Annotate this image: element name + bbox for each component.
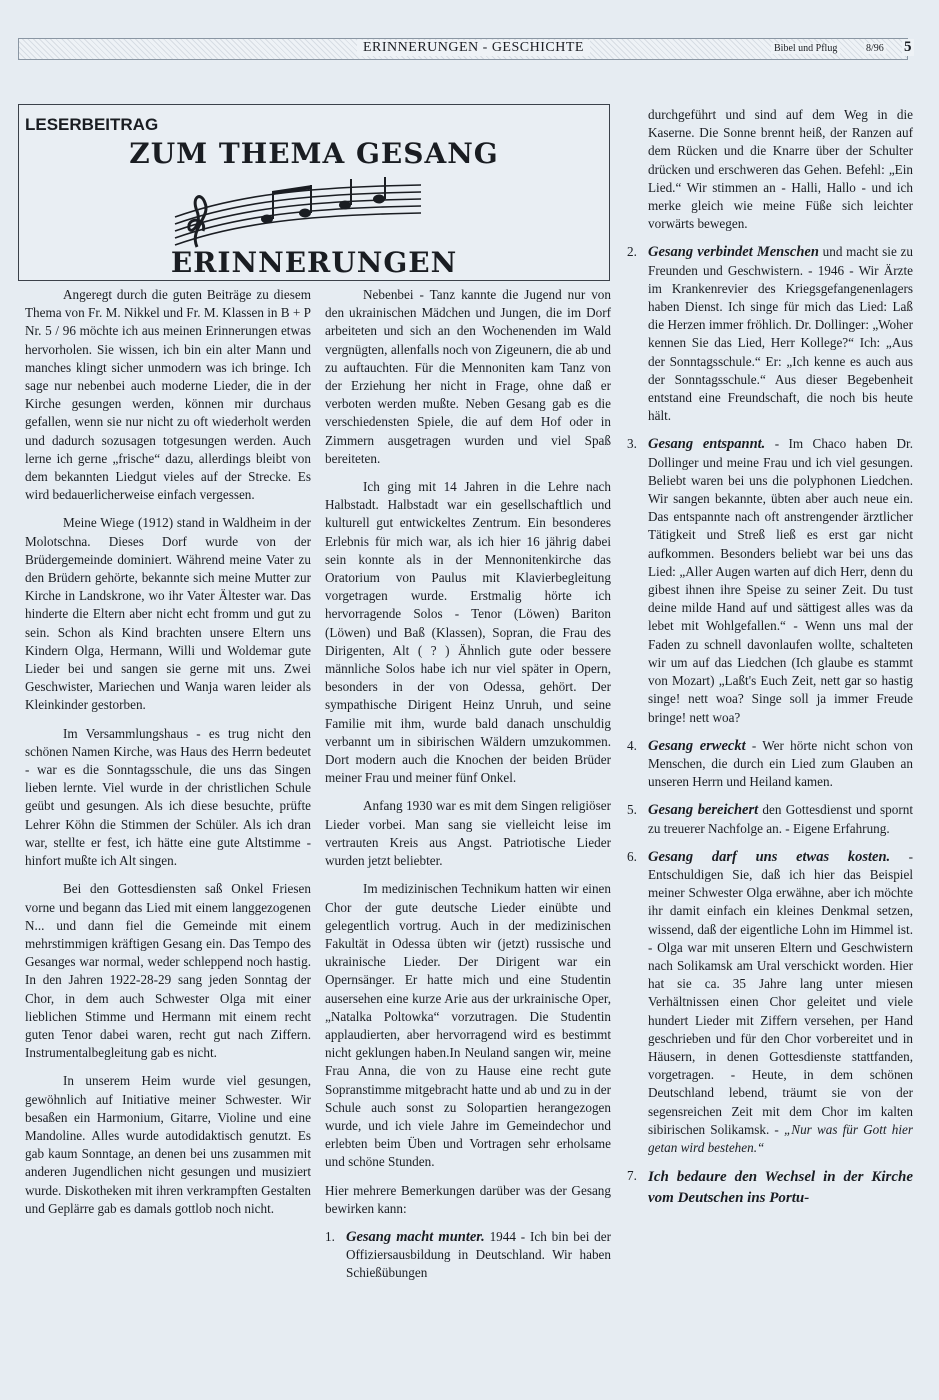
column-1 (25, 286, 311, 1218)
list-lead: Gesang darf uns etwas kosten. (648, 848, 891, 865)
paragraph: In unserem Heim wurde viel gesungen, gewöhnlich auf Initiative meiner Schwester. Wir besaßen ein Harmonium, Gitarre, Violine und eine Mandoline. Alles wurde autodidaktisch genutzt. Es gab kaum Sonntage, an denen bei uns zusammen mit anderen Jugendlichen nicht gesungen und musiziert wurde. Diskotheken mit ihren verkrampften Gestalten und Geplärre gab es damals gottlob noch nicht. (25, 1073, 311, 1216)
paragraph: Bei den Gottesdiensten saß Onkel Friesen vorne und begann das Lied mit einem langgezogenen N... und dann fiel die Gemeinde mit einem mehrstimmigen kräftigen Gesang ein. Das Tempo des Gesanges war normal, weder schleppend noch hastig. In den Jahren 1922-28-29 sang jeden Sonntag der Chor, in dem auch Schwester Olga mit einer lieblichen Stimme und Hermann mit einem recht guten Tenor dabei waren, recht gut nach Ziffern. Instrumentalbegleitung gab es nicht. (25, 881, 311, 1061)
article-subheadline: ERINNERUNGEN (170, 246, 458, 279)
list-number: 4. (627, 737, 637, 753)
list-item (325, 1228, 611, 1283)
column-2 (325, 286, 611, 1283)
header-page-number: 5 (904, 39, 912, 55)
list-text: - Entschuldigen Sie, daß ich hier das Beispiel meiner Schwester Olga erwähne, aber ich möchte ihr damit einfach ein kleines Denkmal setzen, wissend, daß der eigentliche Lohn im Himmel ist. - Olga war mit unseren Eltern und Geschwistern nach Solikamsk am Ural verschickt worden. Hier hat sie ca. 35 Jahre lang unter miesen Verhältnissen einen Chor geleitet und viele hundert Lieder mit Ziffern versehen, per Hand geschrieben und für den Chor vorbereitet und in Häusern, in denen Gottesdienste stattfanden, vorgetragen. - Heute, in dem schönen Deutschland lebend, träumt sie von der segensreichen Zeit mit dem Chor im kalten sibirischen Solikamsk. - (648, 848, 913, 1137)
list-number: 1. (325, 1228, 335, 1244)
paragraph: Meine Wiege (1912) stand in Waldheim in der Molotschna. Dieses Dorf wurde von der Brüdergemeinde dominiert. Während meine Vater zu den Brüdern gehörte, bekannte sich meine Mutter zur Kirche in Landskrone, wo ihr Vater Ältester war. Das hinderte die Eltern aber nicht echt fromm und gut zu sein. Schon als Kind brachten unsere Eltern uns Kindern Olga, Hermann, Willi und Woldemar gute Lieder bei und sangen sie gerne mit uns. Zwei Geschwister, Mariechen und Wanja waren leider als Kleinkinder gestorben. (25, 515, 311, 713)
list-item (627, 1167, 913, 1209)
list-text: - Wer hörte nicht schon von Menschen, die durch ein Lied zum Glauben an unseren Herrn und Heiland kamen. (648, 737, 913, 790)
paragraph: Im medizinischen Technikum hatten wir einen Chor der gute deutsche Lieder einübte und gelegentlich vortrug. Auch in der medizinischen Fakultät in Odessa übten wir (jetzt) russische und ukrainische Lieder. Der Dirigent war ein Opernsänger. Er hatte mich und eine Studentin ausersehen eine kurze Arie aus der urkrainische Oper, „Natalka Poltowka“ vorzutragen. Die Studentin applaudierten, aber hervorragend wird es bestimmt nicht geklungen haben.In Neuland sangen wir, meine Frau Anna, die von zu Hause eine recht gute Sopranstimme mitgebracht hatte und ab und zu in der Schule auch sonst zu Solopartien herangezogen wurde, und ich viele Jahre im Gemeindechor und erlebten beim Üben und Vortragen sehr erholsame und schöne Stunden. (325, 881, 611, 1170)
list-number: 6. (627, 848, 637, 864)
header-section-title: ERINNERUNGEN - GESCHICHTE (357, 40, 590, 56)
list-text: - Im Chaco haben Dr. Dollinger und meine Frau und ich viel gesungen. Beliebt waren bei uns die polyphonen Liedchen. Wir sangen bekannte, übten aber auch neue ein. Das entspannte nach oft anstrengender ärztlicher Tätigkeit und Streß ließ es erst gar nicht aufkommen. Besonders beliebt war bei uns das Lied: „Aller Augen warten auf dich Herr, denn du gibest ihnen ihre Speise zu seiner Zeit. Du tust deine milde Hand auf und sättigest alles was da lebet mit Wohlgefallen.“ - Wenn uns mal der Faden zu schnell davonlaufen wollte, schalteten wir um auf das Liedchen (Ich glaube es stammt von Mozart) „Laßt's Euch Zeit, nett gar so hastig singe! nett woa? Singe soll ja immer Freude bringe! nett woa? (648, 436, 913, 725)
paragraph: Anfang 1930 war es mit dem Singen religiöser Lieder vorbei. Man sang sie vielleicht leise im vertrauten Kreis aus Angst. Patriotische Lieder wurden jetzt beliebter. (325, 798, 611, 869)
list-intro: Hier mehrere Bemerkungen darüber was der Gesang bewirken kann: (325, 1182, 611, 1216)
list-number: 3. (627, 436, 637, 452)
article-headline: ZUM THEMA GESANG (129, 137, 499, 170)
music-staff-icon (167, 177, 429, 249)
paragraph: Im Versammlungshaus - es trug nicht den schönen Namen Kirche, was Haus des Herrn bedeutet - war es die Sonntagsschule, die uns das Singen lieben lernte. Viel wurde in der christlichen Schule geübt und gesungen. Als ich diese besuchte, prüfte Lehrer Köhn die Stimmen der Schüler. Als ich dran war, stellte er fest, ich hätte eine gute Altstimme - hinfort mußte ich Alt singen. (25, 725, 311, 869)
list-lead: Gesang erweckt (648, 737, 746, 754)
list-number: 5. (627, 802, 637, 818)
list-lead: Gesang entspannt. (648, 436, 766, 453)
list-item (627, 435, 913, 726)
paragraph: Angeregt durch die guten Beiträge zu diesem Thema von Fr. M. Nikkel und Fr. M. Klassen in B + P Nr. 5 / 96 möchte ich aus meinen Erinnerungen etwas hervorholen. Sie wissen, ich bin ein alter Mann und manches klingt sicher unmodern was ich bringe. Ich sage nur nebenbei auch moderne Lieder, die in der Kirche gesungen werden, können mir durchaus gefallen, wenn sie nur nicht zu oft wiederholt werden und dadurch sozusagen totgesungen werden. Auch lerne ich gerne „frische“ dazu, allerdings bleibt von dem bekannten Liedgut vieles auf der Strecke. Es wird bedauerlicherweise einfach vergessen. (25, 287, 311, 503)
paragraph-continuation: durchgeführt und sind auf dem Weg in die Kaserne. Die Sonne brennt heiß, der Ranzen auf dem Rücken und die Knarre über der Schulter drücken und erschweren das Gehen. Befehl: „Ein Lied.“ Wir stimmen an - Halli, Hallo - und ich merke gleich wie meine Füße sich leichter vorwärts bewegen. (648, 107, 913, 232)
list-text: 1944 - Ich bin bei der Offiziersausbildung in Deutschland. Wir haben Schießübungen (346, 1228, 612, 1281)
list-item (627, 737, 913, 792)
paragraph: Nebenbei - Tanz kannte die Jugend nur von den ukrainischen Mädchen und Jungen, die im Dorf arbeiteten und sich an den Wochenenden im Wald vergnügten, allenfalls noch von Zigeunern, die ab und zu auftauchten. Für die Mennoniten kam Tanz von der Erziehung her nicht in Frage, ohne daß er verboten werden mußte. Neben Gesang gab es die verschiedensten Spiele, die auf dem Hof oder in Zimmern ausgetragen wurden und viel Spaß bereiteten. (325, 287, 611, 466)
header-magazine-name: Bibel und Pflug (771, 43, 840, 54)
list-item (627, 801, 913, 837)
list-text: den Gottesdienst und spornt zu treuerer Nachfolge an. - Eigene Erfahrung. (648, 802, 913, 836)
article-kicker: LESERBEITRAG (25, 115, 159, 134)
list-number: 7. (627, 1168, 637, 1184)
header-issue: 8/96 (866, 43, 884, 54)
article-title-box (18, 104, 610, 281)
running-header (18, 38, 912, 60)
list-number: 2. (627, 244, 637, 260)
column-3 (627, 106, 913, 1209)
list-lead: Gesang macht munter. (346, 1228, 485, 1245)
list-item (627, 848, 913, 1157)
list-lead: Ich bedaure den Wechsel in der Kirche vom Deutschen ins Portu- (648, 1169, 913, 1207)
list-lead: Gesang verbindet Menschen (648, 244, 819, 261)
list-text: und macht sie zu Freunden und Geschwistern. - 1946 - Wir Ärzte im Krankenrevier des Kriegsgefangenenlagers haben Dienst. Ich singe für mich das Lied: Laß die Herzen immer fröhlich. Dr. Dollinger: „Woher kennen Sie das Lied, Herr Kollege?“ Ich: „Aus der Sonntagsschule.“ Er: „Ich kenne es auch aus der Sonntagsschule.“ Aus dieser Begebenheit entstand eine Freundschaft, die noch bis heute hält. (648, 244, 913, 424)
list-quote: „Nur was für Gott hier getan wird bestehen.“ (648, 1121, 913, 1155)
paragraph: Ich ging mit 14 Jahren in die Lehre nach Halbstadt. Halbstadt war ein gesellschaftlich und kulturell gut entwickeltes Zentrum. Ein besonderes Erlebnis für mich war, als ich hier 16 jährig dabei sein konnte als in der Mennonitenkirche das Oratorium von Paulus mit Klavierbegleitung vorgetragen wurde. Erstmalig hörte ich hervorragende Solos - Tenor (Löwen) Bariton (Löwen) und Baß (Klassen), Sopran, die Frau des Dirigenten, Alt ( ? ) Ähnlich gute oder bessere männliche Solos habe ich nur viel später in Opern, besonders in der von Odessa, gehört. Der sympathische Dirigent Heinz Unruh, und seine Familie mit ihm, wurde bald danach unschuldig verbannt um in sibirischen Wäldern umzukommen. Dort modern auch die Knochen der beiden Brüder meiner Frau und meiner fünf Onkel. (325, 479, 611, 786)
list-item (627, 243, 913, 425)
list-lead: Gesang bereichert (648, 802, 759, 819)
